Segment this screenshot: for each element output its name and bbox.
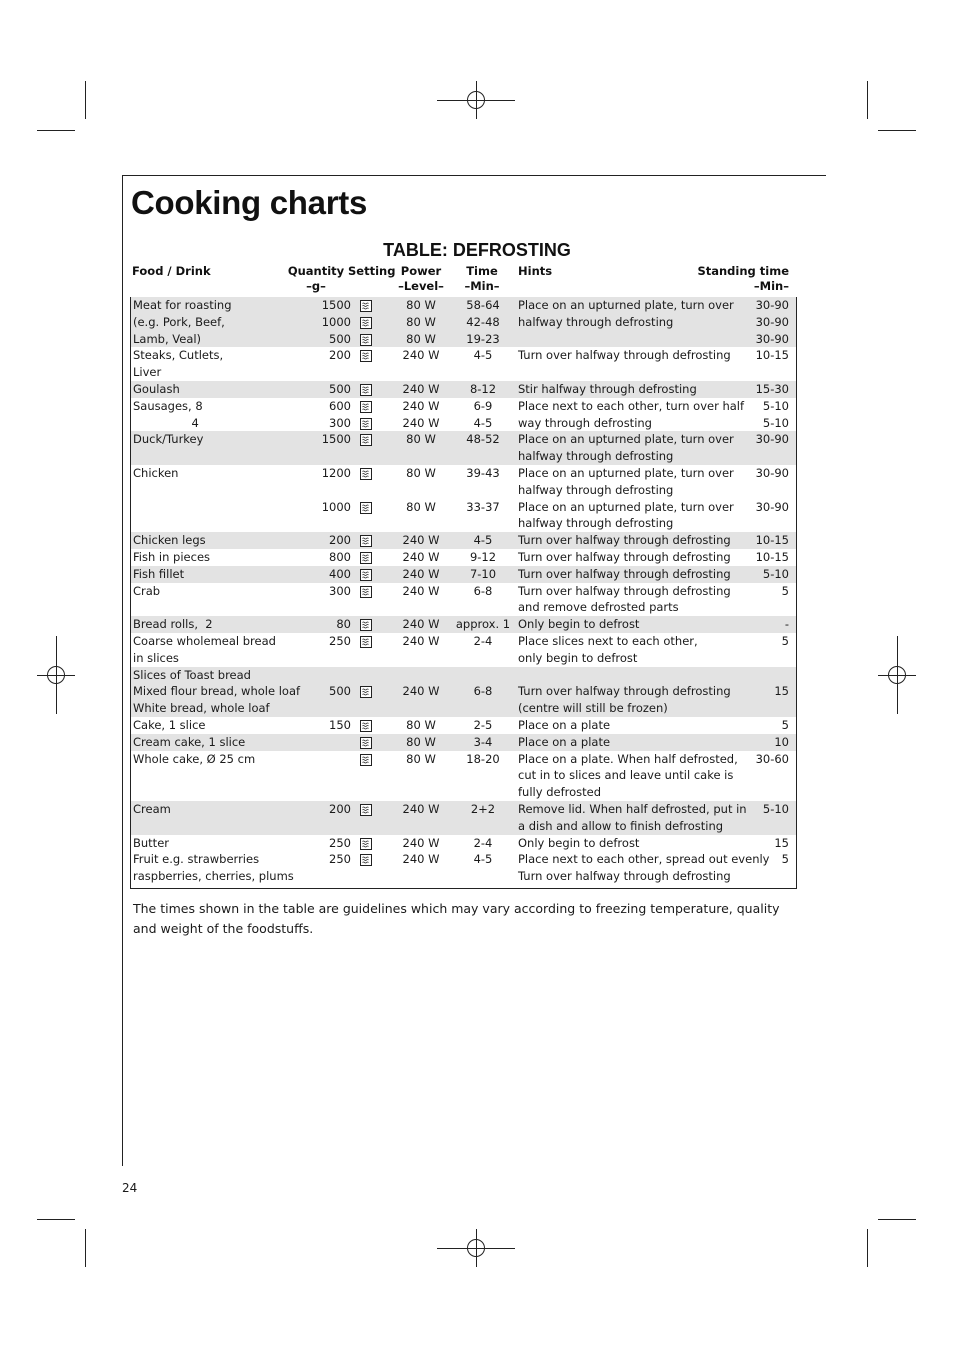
table-row [131,415,796,432]
table-row [131,566,796,583]
table-row [131,398,796,415]
power-level: 240 W [402,835,440,850]
table-row [131,297,796,314]
time-value: 3-4 [473,734,493,749]
food-name: Bread rolls, 2 [133,617,213,632]
defrost-setting-icon [360,569,372,581]
header-power [388,264,454,294]
page-title: Cooking charts [131,184,368,221]
defrost-setting-icon [360,300,372,312]
power-level: 80 W [406,298,436,312]
food-name: Slices of Toast bread [133,667,251,682]
power-level: 240 W [402,852,440,867]
hint-text: only begin to defrost [518,650,638,665]
table-row [131,667,796,717]
food-name: Fish in pieces [133,550,211,564]
table-row [131,532,796,549]
table-row [131,465,796,499]
power-level: 240 W [402,566,440,581]
table-row [131,314,796,331]
food-name: Steaks, Cutlets, [133,348,224,363]
time-value: 2-5 [473,718,493,732]
power-level: 240 W [402,617,440,632]
header-quantity-unit: –g– [306,279,326,293]
crop-mark-bottom-left-v [85,1229,86,1267]
defrost-setting-icon [360,468,372,480]
defrost-setting-icon [360,317,372,329]
quantity-value: 200 [329,802,351,816]
defrost-setting-icon [360,737,372,749]
power-level: 240 W [402,415,440,430]
table-row [131,616,796,633]
food-name: raspberries, cherries, plums [133,869,294,884]
hint-text: cut in to slices and leave until cake is [518,768,734,783]
food-name: Chicken legs [133,533,206,548]
power-level: 80 W [406,751,436,766]
standing-time-value: 30-90 [755,314,789,329]
crop-mark-top-right-v [867,81,868,119]
hint-text: Turn over halfway through defrosting [518,869,731,884]
time-value: 33-37 [466,499,500,514]
standing-time-value: 5 [781,718,789,732]
table-row [131,431,796,465]
defrost-setting-icon [360,350,372,362]
page-frame-top [122,175,826,176]
quantity-value: 1000 [321,499,351,514]
table-row [131,549,796,566]
crop-mark-bottom-left-h [37,1219,75,1220]
table-row [131,381,796,398]
standing-time-value: 15 [774,835,789,850]
header-standing-time [690,264,789,294]
food-name: Meat for roasting [133,298,232,312]
time-value: 19-23 [466,331,500,346]
table-row [131,801,796,835]
standing-time-value: 15 [774,684,789,699]
time-value: 18-20 [466,751,500,766]
standing-time-value: 30-90 [755,466,789,480]
time-value: 8-12 [469,382,497,396]
crop-mark-top-left-h [37,130,75,131]
quantity-value: 500 [329,331,351,346]
quantity-value: 80 [336,617,351,632]
defrost-setting-icon [360,754,372,766]
quantity-value: 200 [329,348,351,363]
header-power-unit: –Level– [398,279,444,293]
page-frame-left [122,175,123,1166]
food-name: Mixed flour bread, whole loaf [133,684,301,699]
time-value: 2-4 [473,835,493,850]
quantity-value: 300 [329,415,351,430]
standing-time-value: 30-90 [755,432,789,447]
defrost-setting-icon [360,838,372,850]
power-level: 80 W [406,734,436,749]
time-value: 42-48 [466,314,500,329]
hint-text: Place on a plate [518,718,611,732]
food-name: Sausages, 8 [133,398,203,413]
power-level: 80 W [406,718,436,732]
hint-text: halfway through defrosting [518,314,674,329]
defrost-setting-icon [360,636,372,648]
crop-mark-bottom-right-h [878,1219,916,1220]
defrost-setting-icon [360,334,372,346]
food-name: Duck/Turkey [133,432,204,447]
standing-time-value: 5-10 [762,566,789,581]
header-time [450,264,514,294]
time-value: 4-5 [473,415,493,430]
standing-time-value: 30-90 [755,298,789,312]
food-name: Fruit e.g. strawberries [133,852,260,867]
hint-text: Stir halfway through defrosting [518,382,697,396]
header-hints: Hints [518,264,553,278]
time-value: 2+2 [470,802,496,816]
page-number: 24 [122,1181,138,1195]
quantity-value: 800 [329,550,351,564]
power-level: 80 W [406,466,436,480]
power-level: 240 W [402,398,440,413]
hint-text: Turn over halfway through defrosting [518,533,731,548]
table-row [131,734,796,751]
hint-text: Turn over halfway through defrosting [518,550,731,564]
standing-time-value: 5 [781,634,789,648]
header-setting: Setting [348,264,396,278]
standing-time-value: 10 [774,734,789,749]
hint-text: Turn over halfway through defrosting [518,566,731,581]
time-value: 7-10 [469,566,497,581]
quantity-value: 1000 [321,314,351,329]
food-name: Cream [133,802,171,816]
defrost-setting-icon [360,535,372,547]
standing-time-value: - [784,617,789,632]
time-value: 6-8 [473,583,493,598]
defrost-setting-icon [360,619,372,631]
standing-time-value: 10-15 [755,533,789,548]
food-name: Coarse wholemeal bread [133,634,276,648]
food-name: (e.g. Pork, Beef, [133,314,225,329]
hint-text: Place next to each other, spread out evenly [518,852,770,867]
hint-text: halfway through defrosting [518,516,674,531]
power-level: 240 W [402,348,440,363]
standing-time-value: 5 [781,852,789,867]
table-title: TABLE: DEFROSTING [383,240,571,260]
standing-time-value: 30-90 [755,499,789,514]
power-level: 240 W [402,802,440,816]
header-power-label: Power [400,264,442,278]
power-level: 240 W [402,684,440,699]
hint-text: Turn over halfway through defrosting [518,684,731,699]
hint-text: Place on an upturned plate, turn over [518,298,734,312]
food-name: in slices [133,650,179,665]
hint-text: (centre will still be frozen) [518,701,668,716]
header-quantity-label: Quantity [287,264,345,278]
food-name: Goulash [133,382,180,396]
food-name: White bread, whole loaf [133,701,270,716]
standing-time-value: 10-15 [755,550,789,564]
standing-time-value: 30-90 [755,331,789,346]
standing-time-value: 5-10 [762,398,789,413]
time-value: 6-8 [473,684,493,699]
standing-time-value: 5-10 [762,802,789,816]
header-standing-unit: –Min– [753,279,789,293]
food-name: Butter [133,835,169,850]
defrost-setting-icon [360,401,372,413]
table-row [131,835,796,852]
quantity-value: 600 [329,398,351,413]
quantity-value: 200 [329,533,351,548]
hint-text: halfway through defrosting [518,482,674,497]
hint-text: way through defrosting [518,415,652,430]
quantity-value: 500 [329,684,351,699]
standing-time-value: 30-60 [755,751,789,766]
hint-text: Place on a plate [518,734,611,749]
defrost-setting-icon [360,434,372,446]
power-level: 240 W [402,583,440,598]
power-level: 240 W [402,382,440,396]
hint-text: Remove lid. When half defrosted, put in [518,802,747,816]
crop-mark-top-left-v [85,81,86,119]
quantity-value: 1500 [321,298,351,312]
time-value: 48-52 [466,432,500,447]
crop-mark-bottom-right-v [867,1229,868,1267]
hint-text: halfway through defrosting [518,449,674,464]
header-quantity [281,264,351,294]
defrost-setting-icon [360,854,372,866]
header-time-label: Time [466,264,498,278]
power-level: 240 W [402,550,440,564]
food-name: Lamb, Veal) [133,331,202,346]
hint-text: Place next to each other, turn over half [518,398,745,413]
defrost-setting-icon [360,804,372,816]
time-value: 4-5 [473,533,493,548]
food-name: Cake, 1 slice [133,718,206,732]
footnote: The times shown in the table are guidelines which may vary according to freezing temperature, quality and weight of the foodstuffs. [133,901,780,936]
defrost-setting-icon [360,502,372,514]
quantity-value: 500 [329,382,351,396]
power-level: 240 W [402,533,440,548]
hint-text: Place on an upturned plate, turn over [518,432,734,447]
quantity-value: 1500 [321,432,351,447]
hint-text: Only begin to defrost [518,835,640,850]
hint-text: Turn over halfway through defrosting [518,583,731,598]
time-value: approx. 1 [455,617,511,632]
defrost-setting-icon [360,686,372,698]
power-level: 80 W [406,499,436,514]
power-level: 80 W [406,331,436,346]
time-value: 9-12 [469,550,497,564]
food-name: Crab [133,583,161,598]
quantity-value: 250 [329,852,351,867]
food-name: Fish fillet [133,566,185,581]
food-name: Whole cake, Ø 25 cm [133,751,256,766]
hint-text: Place slices next to each other, [518,634,698,648]
standing-time-value: 10-15 [755,348,789,363]
table-row [131,751,796,801]
hint-text: fully defrosted [518,785,601,800]
standing-time-value: 15-30 [755,382,789,396]
standing-time-value: 5-10 [762,415,789,430]
defrost-setting-icon [360,384,372,396]
defrost-setting-icon [360,418,372,430]
hint-text: Place on a plate. When half defrosted, [518,751,738,766]
time-value: 6-9 [473,398,493,413]
table-row [131,851,796,885]
header-food: Food / Drink [132,264,211,278]
hint-text: Turn over halfway through defrosting [518,348,731,363]
power-level: 80 W [406,432,436,447]
table-row [131,499,796,533]
food-name: Cream cake, 1 slice [133,734,246,749]
time-value: 2-4 [473,634,493,648]
food-name: Chicken [133,466,179,480]
defrost-setting-icon [360,586,372,598]
defrost-setting-icon [360,720,372,732]
table-row [131,347,796,381]
defrost-setting-icon [360,552,372,564]
time-value: 4-5 [473,852,493,867]
quantity-value: 250 [329,835,351,850]
quantity-value: 400 [329,566,351,581]
hint-text: Only begin to defrost [518,617,640,632]
crop-mark-top-right-h [878,130,916,131]
table-row [131,583,796,617]
quantity-value: 1200 [321,466,351,480]
time-value: 58-64 [466,298,500,312]
food-name: Liver [133,365,162,380]
time-value: 4-5 [473,348,493,363]
quantity-value: 150 [329,718,351,732]
hint-text: Place on an upturned plate, turn over [518,466,734,480]
table-row [131,717,796,734]
power-level: 240 W [402,634,440,648]
standing-time-value: 5 [781,583,789,598]
quantity-value: 250 [329,634,351,648]
hint-text: a dish and allow to finish defrosting [518,818,724,833]
quantity-value: 300 [329,583,351,598]
header-standing-label: Standing time [697,264,789,278]
food-name: 4 [133,415,199,430]
time-value: 39-43 [466,466,500,480]
table-row [131,331,796,348]
hint-text: and remove defrosted parts [518,600,679,615]
hint-text: Place on an upturned plate, turn over [518,499,734,514]
power-level: 80 W [406,314,436,329]
header-time-unit: –Min– [464,279,500,293]
table-row [131,633,796,667]
